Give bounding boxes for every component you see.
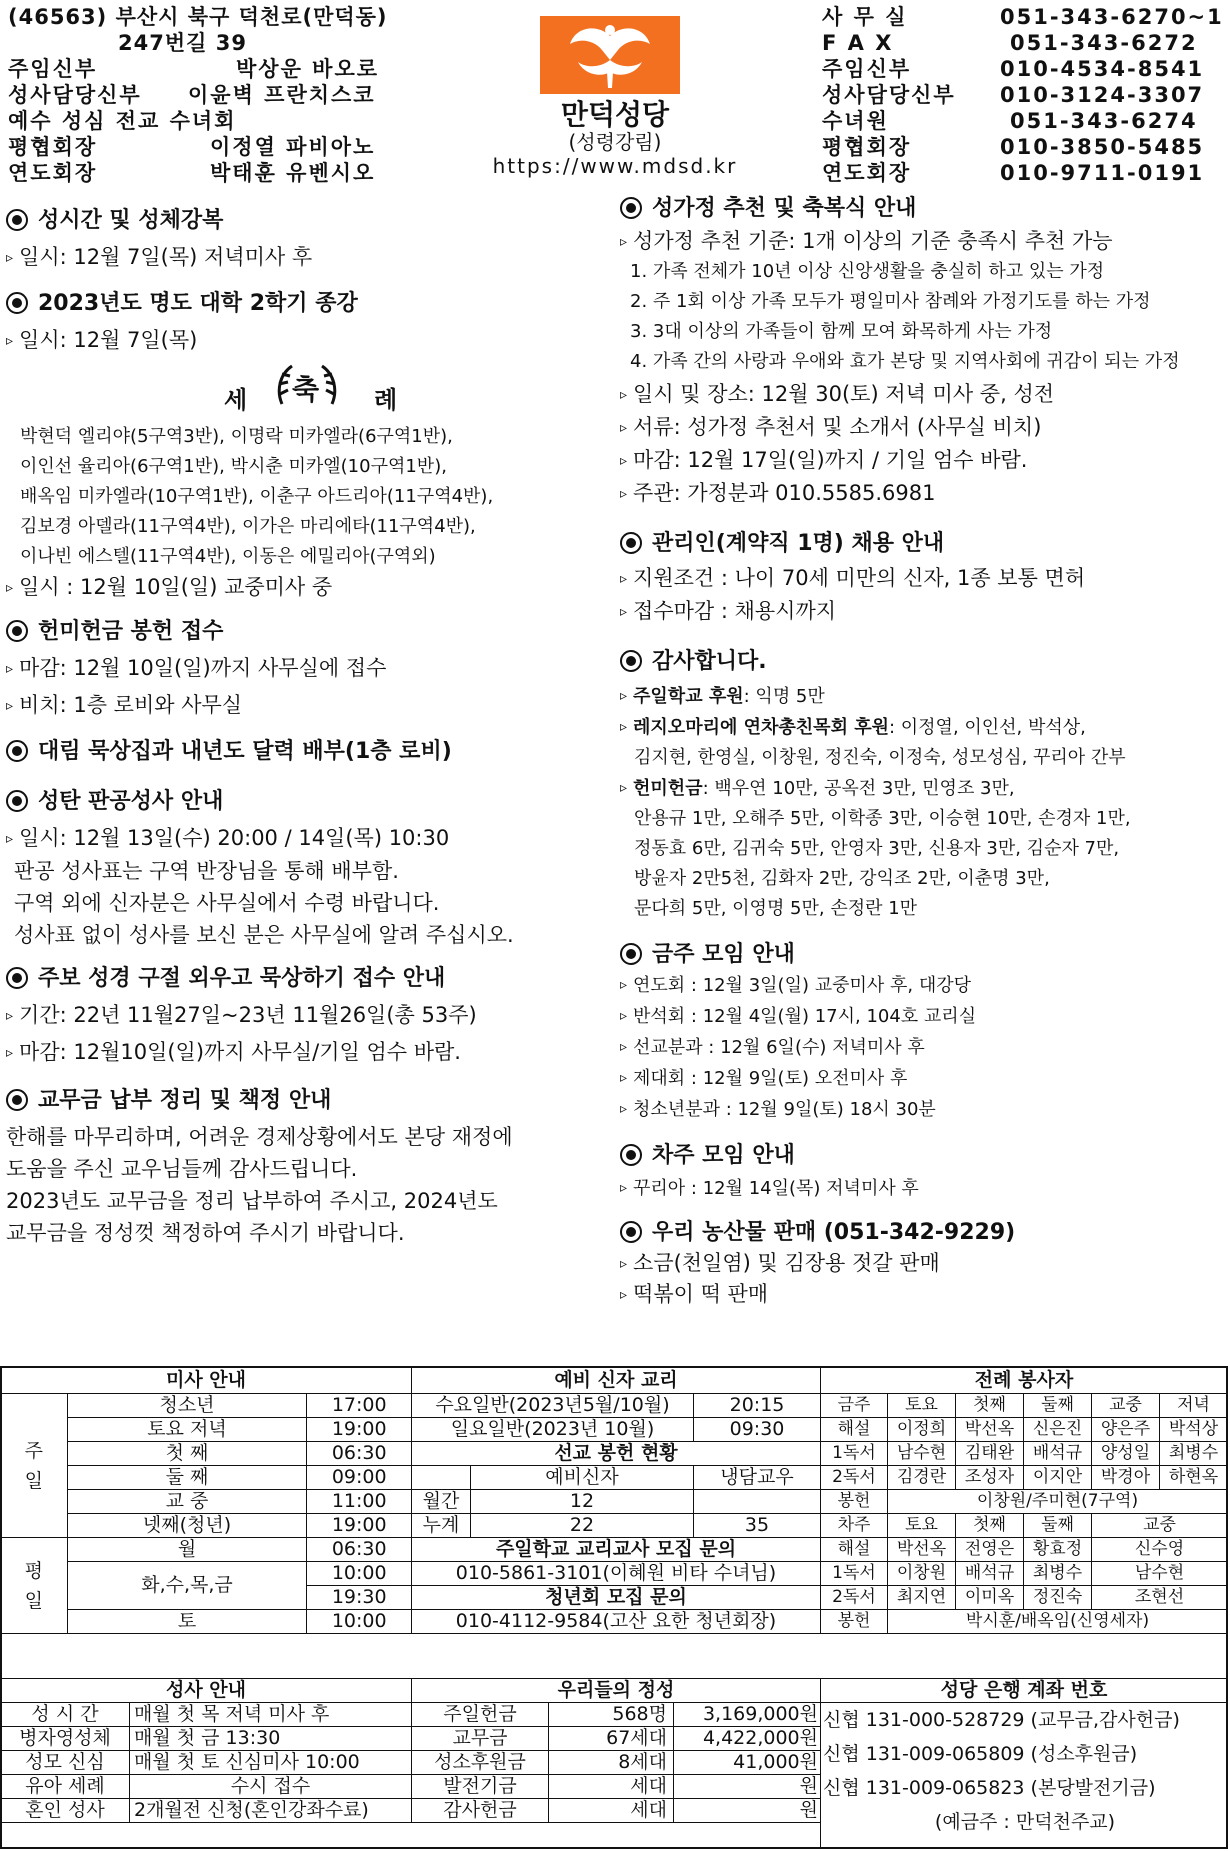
circle-bullet-icon [6, 1089, 28, 1111]
caretaker-deadline: ▹ 접수마감 : 채용시까지 [620, 599, 837, 623]
baptism-name-list [6, 422, 606, 572]
list-item: 안용규 1만, 오해주 5만, 이학종 3만, 이승현 10만, 손경자 1만, [634, 808, 1131, 829]
council-president-label: 평협회장 [8, 135, 98, 159]
circle-bullet-icon [6, 740, 28, 762]
triangle-bullet-icon: ▹ [620, 571, 628, 587]
triangle-bullet-icon: ▹ [620, 719, 628, 735]
table-cell: 20:15 [694, 1394, 821, 1418]
table-cell: 김경란 [888, 1466, 956, 1490]
table-cell: 568명 [549, 1703, 674, 1727]
list-item: 이인선 율리아(6구역1반), 박시춘 미카엘(10구역1반), [20, 456, 447, 477]
table-cell: 첫째 [956, 1394, 1024, 1418]
table-cell: 박선옥 [956, 1418, 1024, 1442]
table-cell: 둘 째 [67, 1466, 307, 1490]
address-line-2: 247번길 39 [118, 31, 247, 55]
catechumen-table [411, 1366, 821, 1634]
mass-schedule-title: 미사 안내 [1, 1367, 412, 1394]
table-cell: 이창원 [888, 1562, 956, 1586]
table-cell: 월 [67, 1538, 307, 1562]
account-holder: (예금주 : 만덕천주교) [934, 1811, 1116, 1833]
circle-bullet-icon [620, 650, 642, 672]
table-cell: 청소년 [67, 1394, 307, 1418]
table-cell: 남수현 [888, 1442, 956, 1466]
section-title-bible-verse: 주보 성경 구절 외우고 묵상하기 접수 안내 [6, 964, 606, 994]
table-cell: 조현선 [1092, 1586, 1228, 1610]
table-cell: 수요일반(2023년5월/10월) [412, 1394, 694, 1418]
baptism-heading: 세 축 례 [6, 360, 606, 422]
confession-note-1: 판공 성사표는 구역 반장님을 통해 배부함. [14, 859, 399, 883]
triangle-bullet-icon: ▹ [6, 580, 14, 596]
table-cell: 성 시 간 [1, 1703, 130, 1727]
table-cell: 1독서 [821, 1442, 888, 1466]
section-title-caretaker: 관리인(계약직 1명) 채용 안내 [620, 529, 1224, 559]
table-cell: 정진숙 [1024, 1586, 1092, 1610]
dues-text-1: 한해를 마무리하며, 어려운 경제상황에서도 본당 재정에 [6, 1125, 513, 1149]
table-cell: 67세대 [549, 1727, 674, 1751]
left-column [6, 206, 606, 1248]
table-cell: 11:00 [307, 1490, 412, 1514]
list-item: 박현덕 엘리야(5구역3반), 이명락 미카엘라(6구역1반), [20, 426, 453, 447]
yeondo-president-name: 박태훈 유벤시오 [210, 161, 376, 185]
confession-note-2: 구역 외에 신자분은 사무실에서 수령 바랍니다. [14, 891, 440, 915]
table-cell: 금주 [821, 1394, 888, 1418]
circle-bullet-icon [620, 1144, 642, 1166]
table-cell: 해설 [821, 1418, 888, 1442]
table-cell: 김태완 [956, 1442, 1024, 1466]
bible-verse-deadline: ▹ 마감: 12월10일(일)까지 사무실/기일 엄수 바람. [6, 1040, 461, 1064]
mission-title: 선교 봉헌 현황 [412, 1442, 821, 1466]
office-label: 사 무 실 [822, 5, 908, 29]
pastor-label: 주임신부 [8, 57, 98, 81]
table-cell: 8세대 [549, 1751, 674, 1775]
triangle-bullet-icon: ▹ [620, 1008, 628, 1024]
council-president-name: 이정열 파비아노 [210, 135, 376, 159]
fax-number: 051-343-6272 [1010, 31, 1198, 55]
triangle-bullet-icon: ▹ [620, 234, 628, 250]
table-cell: 냉담교우 [694, 1466, 821, 1490]
dues-text-2: 도움을 주신 교우님들께 감사드립니다. [6, 1157, 358, 1181]
table-cell: 배석규 [956, 1562, 1024, 1586]
table-cell: 남수현 [1092, 1562, 1228, 1586]
triangle-bullet-icon: ▹ [620, 780, 628, 796]
table-cell: 토요 [888, 1394, 956, 1418]
table-cell: 교 중 [67, 1490, 307, 1514]
yeondo-phone-label: 연도회장 [822, 161, 912, 185]
table-cell: 22 [471, 1514, 694, 1538]
table-cell: 원 [674, 1775, 821, 1799]
table-cell: 발전기금 [412, 1775, 549, 1799]
table-cell: 박석상 [1160, 1418, 1228, 1442]
bank-account-list [821, 1703, 1228, 1848]
council-phone: 010-3850-5485 [1000, 135, 1205, 159]
triangle-bullet-icon: ▹ [620, 1180, 628, 1196]
table-cell: 봉헌 [821, 1610, 888, 1634]
section-title-rice-offering: 헌미헌금 봉헌 접수 [6, 617, 606, 647]
list-item: ▹ 소금(천일염) 및 김장용 젓갈 판매 [620, 1251, 940, 1275]
section-title-christmas-confession: 성탄 판공성사 안내 [6, 787, 606, 817]
address-line-1: (46563) 부산시 북구 덕천로(만덕동) [8, 5, 388, 29]
table-cell: 06:30 [307, 1538, 412, 1562]
table-cell: 3,169,000원 [674, 1703, 821, 1727]
table-cell: 양성일 [1092, 1442, 1160, 1466]
table-cell: 누계 [412, 1514, 471, 1538]
table-cell: 주일헌금 [412, 1703, 549, 1727]
rice-offering-deadline: ▹ 마감: 12월 10일(일)까지 사무실에 접수 [6, 656, 387, 680]
right-column [620, 194, 1224, 1310]
table-cell: 첫 째 [67, 1442, 307, 1466]
table-cell: 신은진 [1024, 1418, 1092, 1442]
liturgy-servers-table [820, 1366, 1228, 1634]
list-item: 3. 3대 이상의 가족들이 함께 모여 화목하게 사는 가정 [630, 321, 1053, 342]
list-item: ▹ 떡볶이 떡 판매 [620, 1282, 769, 1306]
bible-verse-period: ▹ 기간: 22년 11월27일~23년 11월26일(총 53주) [6, 1003, 477, 1027]
circle-bullet-icon [620, 1221, 642, 1243]
adoration-date: ▹ 일시: 12월 7일(목) 저녁미사 후 [6, 245, 313, 269]
section-title-advent-booklet: 대림 묵상집과 내년도 달력 배부(1층 로비) [6, 737, 606, 767]
offerings-table [411, 1678, 821, 1823]
section-title-next-week: 차주 모임 안내 [620, 1141, 1224, 1171]
table-cell: 해설 [821, 1538, 888, 1562]
mass-schedule-table [0, 1366, 412, 1634]
yeondo-president-label: 연도회장 [8, 161, 98, 185]
triangle-bullet-icon: ▹ [620, 486, 628, 502]
table-cell: 35 [694, 1514, 821, 1538]
triangle-bullet-icon: ▹ [620, 453, 628, 469]
catechumen-title: 예비 신자 교리 [412, 1367, 821, 1394]
table-cell: 토요 [888, 1514, 956, 1538]
sacrament-priest-phone-label: 성사담당신부 [822, 83, 956, 107]
legio-sponsor: ▹ 레지오마리에 연차총친목회 후원: 이정열, 이인선, 박석상, [620, 717, 1086, 738]
holy-family-criteria: ▹ 성가정 추천 기준: 1개 이상의 기준 충족시 추천 가능 [620, 229, 1113, 253]
table-cell: 박시훈/배옥임(신영세자) [888, 1610, 1228, 1634]
circle-bullet-icon [6, 209, 28, 231]
table-cell: 4,422,000원 [674, 1727, 821, 1751]
triangle-bullet-icon: ▹ [620, 688, 628, 704]
list-item: 문다희 5만, 이영명 5만, 손정란 1만 [634, 898, 918, 919]
list-item: ▹ 반석회 : 12월 4일(월) 17시, 104호 교리실 [620, 1006, 977, 1027]
list-item: ▹ 꾸리아 : 12월 14일(목) 저녁미사 후 [620, 1178, 919, 1199]
bank-title: 성당 은행 계좌 번호 [821, 1679, 1228, 1703]
triangle-bullet-icon: ▹ [620, 420, 628, 436]
list-item: 4. 가족 간의 사랑과 우애와 효가 본당 및 지역사회에 귀감이 되는 가정 [630, 351, 1180, 372]
table-cell: 41,000원 [674, 1751, 821, 1775]
triangle-bullet-icon: ▹ [6, 1045, 14, 1061]
circle-bullet-icon [6, 967, 28, 989]
list-item: ▹ 선교분과 : 12월 6일(수) 저녁미사 후 [620, 1037, 925, 1058]
table-cell: 1독서 [821, 1562, 888, 1586]
table-cell: 교중 [1092, 1394, 1160, 1418]
legio-sponsor-names: 김지현, 한영실, 이창원, 정진숙, 이정숙, 성모성심, 꾸리아 간부 [634, 747, 1126, 768]
caretaker-requirements: ▹ 지원조건 : 나이 70세 미만의 신자, 1종 보통 면허 [620, 566, 1086, 590]
triangle-bullet-icon: ▹ [620, 604, 628, 620]
sacrament-priest-phone: 010-3124-3307 [1000, 83, 1205, 107]
offerings-title: 우리들의 정성 [412, 1679, 821, 1703]
rice-offering-location: ▹ 비치: 1층 로비와 사무실 [6, 693, 243, 717]
list-item: 1. 가족 전체가 10년 이상 신앙생활을 충실히 하고 있는 가정 [630, 261, 1105, 282]
triangle-bullet-icon: ▹ [620, 1256, 628, 1272]
confession-date: ▹ 일시: 12월 13일(수) 20:00 / 14일(목) 10:30 [6, 826, 450, 850]
sunday-school-sponsor: ▹ 주일학교 후원: 익명 5만 [620, 686, 825, 707]
section-title-thanks: 감사합니다. [620, 647, 1224, 677]
triangle-bullet-icon: ▹ [6, 333, 14, 349]
bank-accounts-table [820, 1678, 1228, 1848]
table-cell: 17:00 [307, 1394, 412, 1418]
list-item: 김보경 아델라(11구역4반), 이가은 마리에타(11구역4반), [20, 516, 476, 537]
holy-family-date: ▹ 일시 및 장소: 12월 30(토) 저녁 미사 중, 성전 [620, 382, 1055, 406]
table-cell: 이창원/주미현(7구역) [888, 1490, 1228, 1514]
table-cell: 넷째(청년) [67, 1514, 307, 1538]
weekday-label: 평 일 [1, 1538, 68, 1634]
circle-bullet-icon [6, 790, 28, 812]
section-title-dues: 교무금 납부 정리 및 책정 안내 [6, 1086, 606, 1116]
list-item: 이나빈 에스텔(11구역4반), 이동은 에밀리아(구역외) [20, 546, 436, 567]
table-cell: 09:00 [307, 1466, 412, 1490]
table-cell: 첫째 [956, 1514, 1024, 1538]
table-cell: 수시 접수 [130, 1775, 412, 1799]
triangle-bullet-icon: ▹ [6, 1008, 14, 1024]
table-cell: 06:30 [307, 1442, 412, 1466]
table-cell: 감사헌금 [412, 1799, 549, 1823]
holy-family-deadline: ▹ 마감: 12월 17일(일)까지 / 기일 엄수 바람. [620, 448, 1028, 472]
table-cell: 예비신자 [471, 1466, 694, 1490]
church-logo-icon [540, 16, 680, 94]
table-cell: 이정희 [888, 1418, 956, 1442]
triangle-bullet-icon: ▹ [620, 387, 628, 403]
table-cell: 박경아 [1092, 1466, 1160, 1490]
sunday-school-contact: 010-5861-3101(이혜원 비타 수녀님) [412, 1562, 821, 1586]
triangle-bullet-icon: ▹ [620, 1039, 628, 1055]
table-cell: 월간 [412, 1490, 471, 1514]
convent-phone-label: 수녀원 [822, 109, 889, 133]
triangle-bullet-icon: ▹ [620, 1070, 628, 1086]
triangle-bullet-icon: ▹ [620, 1101, 628, 1117]
sacraments-table [0, 1678, 412, 1823]
table-cell: 양은주 [1092, 1418, 1160, 1442]
table-cell: 2독서 [821, 1466, 888, 1490]
section-title-this-week: 금주 모임 안내 [620, 940, 1224, 970]
table-cell: 12 [471, 1490, 694, 1514]
table-cell: 토요 저녁 [67, 1418, 307, 1442]
circle-bullet-icon [6, 292, 28, 314]
triangle-bullet-icon: ▹ [6, 250, 14, 266]
list-item: 배옥임 미카엘라(10구역1반), 이춘구 아드리아(11구역4반), [20, 486, 494, 507]
triangle-bullet-icon: ▹ [6, 661, 14, 677]
list-item: 신협 131-009-065823 (본당발전기금) [823, 1777, 1156, 1799]
council-phone-label: 평협회장 [822, 135, 912, 159]
table-cell: 원 [674, 1799, 821, 1823]
table-cell: 최병수 [1024, 1562, 1092, 1586]
section-title-produce-sale: 우리 농산물 판매 (051-342-9229) [620, 1218, 1224, 1248]
sacrament-priest-name: 이윤벽 프란치스코 [188, 83, 376, 107]
pastor-phone-label: 주임신부 [822, 57, 912, 81]
sacrament-priest-label: 성사담당신부 [8, 83, 142, 107]
table-cell: 09:30 [694, 1418, 821, 1442]
table-cell: 19:30 [307, 1586, 412, 1610]
triangle-bullet-icon: ▹ [620, 977, 628, 993]
table-cell: 19:00 [307, 1418, 412, 1442]
table-cell: 둘째 [1024, 1514, 1092, 1538]
fax-label: F A X [822, 31, 894, 55]
dues-text-4: 교무금을 정성껏 책정하여 주시기 바랍니다. [6, 1221, 405, 1245]
table-cell: 저녁 [1160, 1394, 1228, 1418]
list-item: 신협 131-000-528729 (교무금,감사헌금) [823, 1709, 1180, 1731]
list-item: 방윤자 2만5천, 김화자 2만, 강익조 2만, 이춘명 3만, [634, 868, 1050, 889]
church-website-link[interactable]: https://www.mdsd.kr [492, 154, 738, 178]
youth-contact: 010-4112-9584(고산 요한 청년회장) [412, 1610, 821, 1634]
table-cell: 2개월전 신청(혼인강좌수료) [130, 1799, 412, 1823]
rice-offering-donors: ▹ 헌미헌금: 백우연 10만, 공옥전 3만, 민영조 3만, [620, 778, 1015, 799]
sunday-school-title: 주일학교 교리교사 모집 문의 [412, 1538, 821, 1562]
table-cell: 둘째 [1024, 1394, 1092, 1418]
list-item: 2. 주 1회 이상 가족 모두가 평일미사 참례와 가정기도를 하는 가정 [630, 291, 1151, 312]
table-cell: 박선옥 [888, 1538, 956, 1562]
church-subtitle: (성령강림) [568, 130, 662, 154]
table-cell: 일요일반(2023년 10월) [412, 1418, 694, 1442]
circle-bullet-icon [620, 197, 642, 219]
pastor-phone: 010-4534-8541 [1000, 57, 1205, 81]
table-cell: 10:00 [307, 1562, 412, 1586]
table-cell: 조성자 [956, 1466, 1024, 1490]
table-cell: 이미옥 [956, 1586, 1024, 1610]
sacraments-title: 성사 안내 [1, 1679, 412, 1703]
list-item: ▹ 청소년분과 : 12월 9일(토) 18시 30분 [620, 1099, 936, 1120]
table-cell: 최지연 [888, 1586, 956, 1610]
list-item: 정동효 6만, 김귀숙 5만, 안영자 3만, 신용자 3만, 김순자 7만, [634, 838, 1120, 859]
list-item: ▹ 제대회 : 12월 9일(토) 오전미사 후 [620, 1068, 908, 1089]
triangle-bullet-icon: ▹ [6, 698, 14, 714]
table-cell: 차주 [821, 1514, 888, 1538]
section-title-myeongdo-college: 2023년도 명도 대학 2학기 종강 [6, 289, 606, 319]
table-cell: 2독서 [821, 1586, 888, 1610]
servers-title: 전례 봉사자 [821, 1367, 1228, 1394]
myeongdo-date: ▹ 일시: 12월 7일(목) [6, 328, 198, 352]
baptism-date: ▹ 일시 : 12월 10일(일) 교중미사 중 [6, 575, 333, 599]
table-cell: 성모 신심 [1, 1751, 130, 1775]
table-cell: 세대 [549, 1799, 674, 1823]
list-item: 신협 131-009-065809 (성소후원금) [823, 1743, 1138, 1765]
confession-note-3: 성사표 없이 성사를 보신 분은 사무실에 알려 주십시오. [14, 923, 514, 947]
dues-text-3: 2023년도 교무금을 정리 납부하여 주시고, 2024년도 [6, 1189, 498, 1213]
table-cell: 성소후원금 [412, 1751, 549, 1775]
table-cell: 배석규 [1024, 1442, 1092, 1466]
pastor-name: 박상운 바오로 [236, 57, 380, 81]
table-cell: 교무금 [412, 1727, 549, 1751]
table-cell: 최병수 [1160, 1442, 1228, 1466]
table-cell: 봉헌 [821, 1490, 888, 1514]
sunday-label: 주 일 [1, 1394, 68, 1538]
table-cell: 전영은 [956, 1538, 1024, 1562]
circle-bullet-icon [6, 620, 28, 642]
convent-phone: 051-343-6274 [1010, 109, 1198, 133]
list-item: ▹ 연도회 : 12월 3일(일) 교중미사 후, 대강당 [620, 975, 971, 996]
table-cell: 10:00 [307, 1610, 412, 1634]
table-cell: 유아 세례 [1, 1775, 130, 1799]
triangle-bullet-icon: ▹ [6, 831, 14, 847]
table-cell: 교중 [1092, 1514, 1228, 1538]
header [0, 0, 1230, 190]
circle-bullet-icon [620, 532, 642, 554]
table-cell [694, 1490, 821, 1514]
table-cell: 혼인 성사 [1, 1799, 130, 1823]
table-cell: 토 [67, 1610, 307, 1634]
section-title-adoration: 성시간 및 성체강복 [6, 206, 606, 236]
church-name: 만덕성당 [560, 98, 670, 131]
holy-family-host: ▹ 주관: 가정분과 010.5585.6981 [620, 481, 936, 505]
convent-name: 예수 성심 전교 수녀회 [8, 109, 237, 133]
table-cell: 세대 [549, 1775, 674, 1799]
yeondo-phone: 010-9711-0191 [1000, 161, 1205, 185]
table-cell: 황효정 [1024, 1538, 1092, 1562]
triangle-bullet-icon: ▹ [620, 1287, 628, 1303]
table-cell: 하현옥 [1160, 1466, 1228, 1490]
table-cell: 병자영성체 [1, 1727, 130, 1751]
table-cell: 매월 첫 금 13:30 [130, 1727, 412, 1751]
table-cell: 매월 첫 목 저녁 미사 후 [130, 1703, 412, 1727]
table-cell: 신수영 [1092, 1538, 1228, 1562]
section-title-holy-family: 성가정 추천 및 축복식 안내 [620, 194, 1224, 224]
circle-bullet-icon [620, 943, 642, 965]
table-cell: 화,수,목,금 [67, 1562, 307, 1610]
table-cell: 19:00 [307, 1514, 412, 1538]
office-phone: 051-343-6270~1 [1000, 5, 1224, 29]
holy-family-documents: ▹ 서류: 성가정 추천서 및 소개서 (사무실 비치) [620, 415, 1042, 439]
table-cell: 매월 첫 토 신심미사 10:00 [130, 1751, 412, 1775]
youth-title: 청년회 모집 문의 [412, 1586, 821, 1610]
table-cell: 이지안 [1024, 1466, 1092, 1490]
